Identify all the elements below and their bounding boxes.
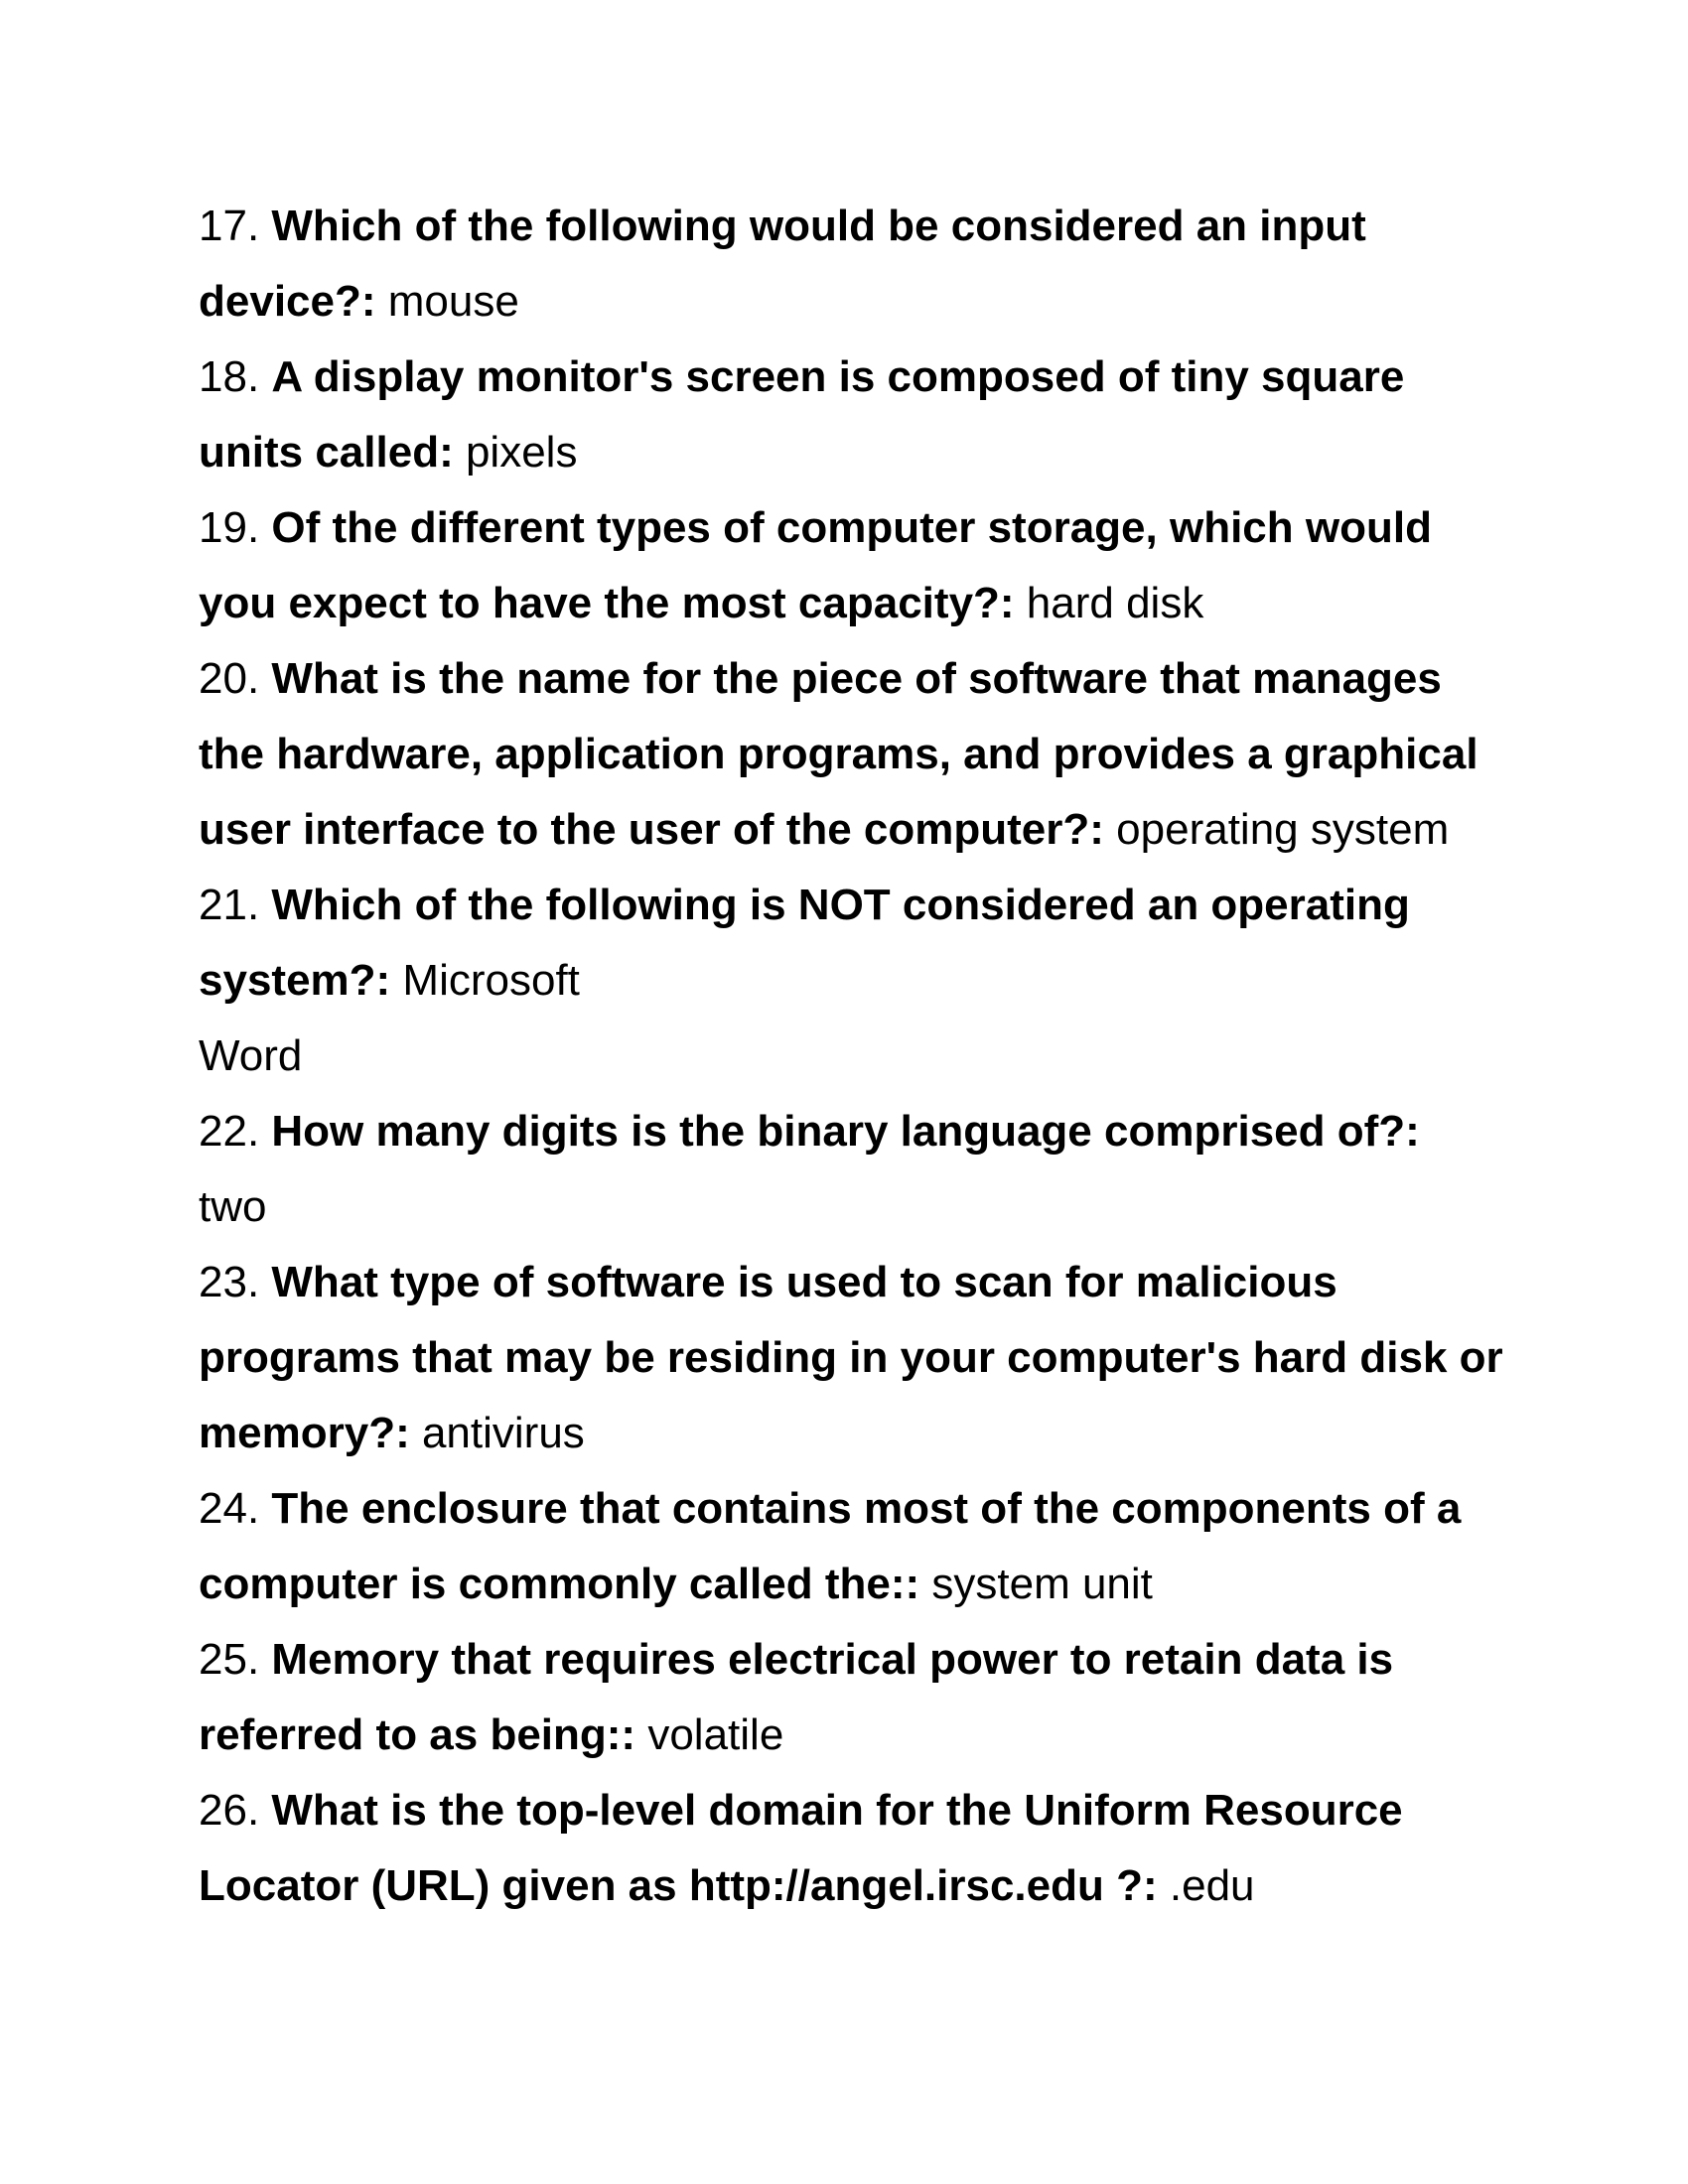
item-number: 18. xyxy=(199,352,260,401)
answer-text: antivirus xyxy=(421,1409,585,1457)
question-text: Memory that requires electrical power to retain data is referred to as being:: xyxy=(199,1635,1394,1759)
qa-item-23 xyxy=(199,1245,1509,1471)
question-text: Which of the following would be considered an input device?: xyxy=(199,202,1366,326)
qa-item-21 xyxy=(199,868,1509,1094)
qa-item-22 xyxy=(199,1094,1509,1245)
answer-text: system unit xyxy=(931,1560,1153,1608)
item-number: 22. xyxy=(199,1107,260,1156)
qa-item-19 xyxy=(199,490,1509,641)
qa-item-26 xyxy=(199,1773,1509,1924)
question-text: The enclosure that contains most of the components of a computer is commonly called the:: xyxy=(199,1484,1462,1608)
question-text: A display monitor's screen is composed of tiny square units called: xyxy=(199,352,1405,477)
answer-text: operating system xyxy=(1116,805,1450,854)
question-text: How many digits is the binary language comprised of?: xyxy=(271,1107,1420,1156)
answer-text: mouse xyxy=(387,277,519,326)
question-text: Which of the following is NOT considered an operating system?: xyxy=(199,881,1410,1005)
qa-item-25 xyxy=(199,1622,1509,1773)
quiz-answer-list xyxy=(199,189,1509,1924)
qa-item-20 xyxy=(199,641,1509,868)
answer-text: .edu xyxy=(1169,1861,1255,1910)
answer-text: volatile xyxy=(647,1710,784,1759)
qa-item-17 xyxy=(199,189,1509,340)
item-number: 17. xyxy=(199,202,260,250)
item-number: 21. xyxy=(199,881,260,929)
question-text: What is the name for the piece of software that manages the hardware, application programs, and provides a graphical user interface to the user of the computer?: xyxy=(199,654,1478,854)
item-number: 23. xyxy=(199,1258,260,1306)
qa-item-18 xyxy=(199,340,1509,490)
item-number: 25. xyxy=(199,1635,260,1684)
answer-text: hard disk xyxy=(1026,579,1204,627)
answer-text: pixels xyxy=(465,428,578,477)
answer-text-continued: Word xyxy=(199,1031,303,1080)
answer-text: Microsoft xyxy=(402,956,580,1005)
item-number: 20. xyxy=(199,654,260,703)
item-number: 24. xyxy=(199,1484,260,1533)
item-number: 26. xyxy=(199,1786,260,1835)
item-number: 19. xyxy=(199,503,260,552)
answer-text: two xyxy=(199,1182,267,1231)
qa-item-24 xyxy=(199,1471,1509,1622)
question-text: What type of software is used to scan for malicious programs that may be residing in your computer's hard disk or memory?: xyxy=(199,1258,1503,1457)
question-text: What is the top-level domain for the Uniform Resource Locator (URL) given as http://angel.irsc.edu ?: xyxy=(199,1786,1403,1910)
question-text: Of the different types of computer storage, which would you expect to have the most capacity?: xyxy=(199,503,1432,627)
